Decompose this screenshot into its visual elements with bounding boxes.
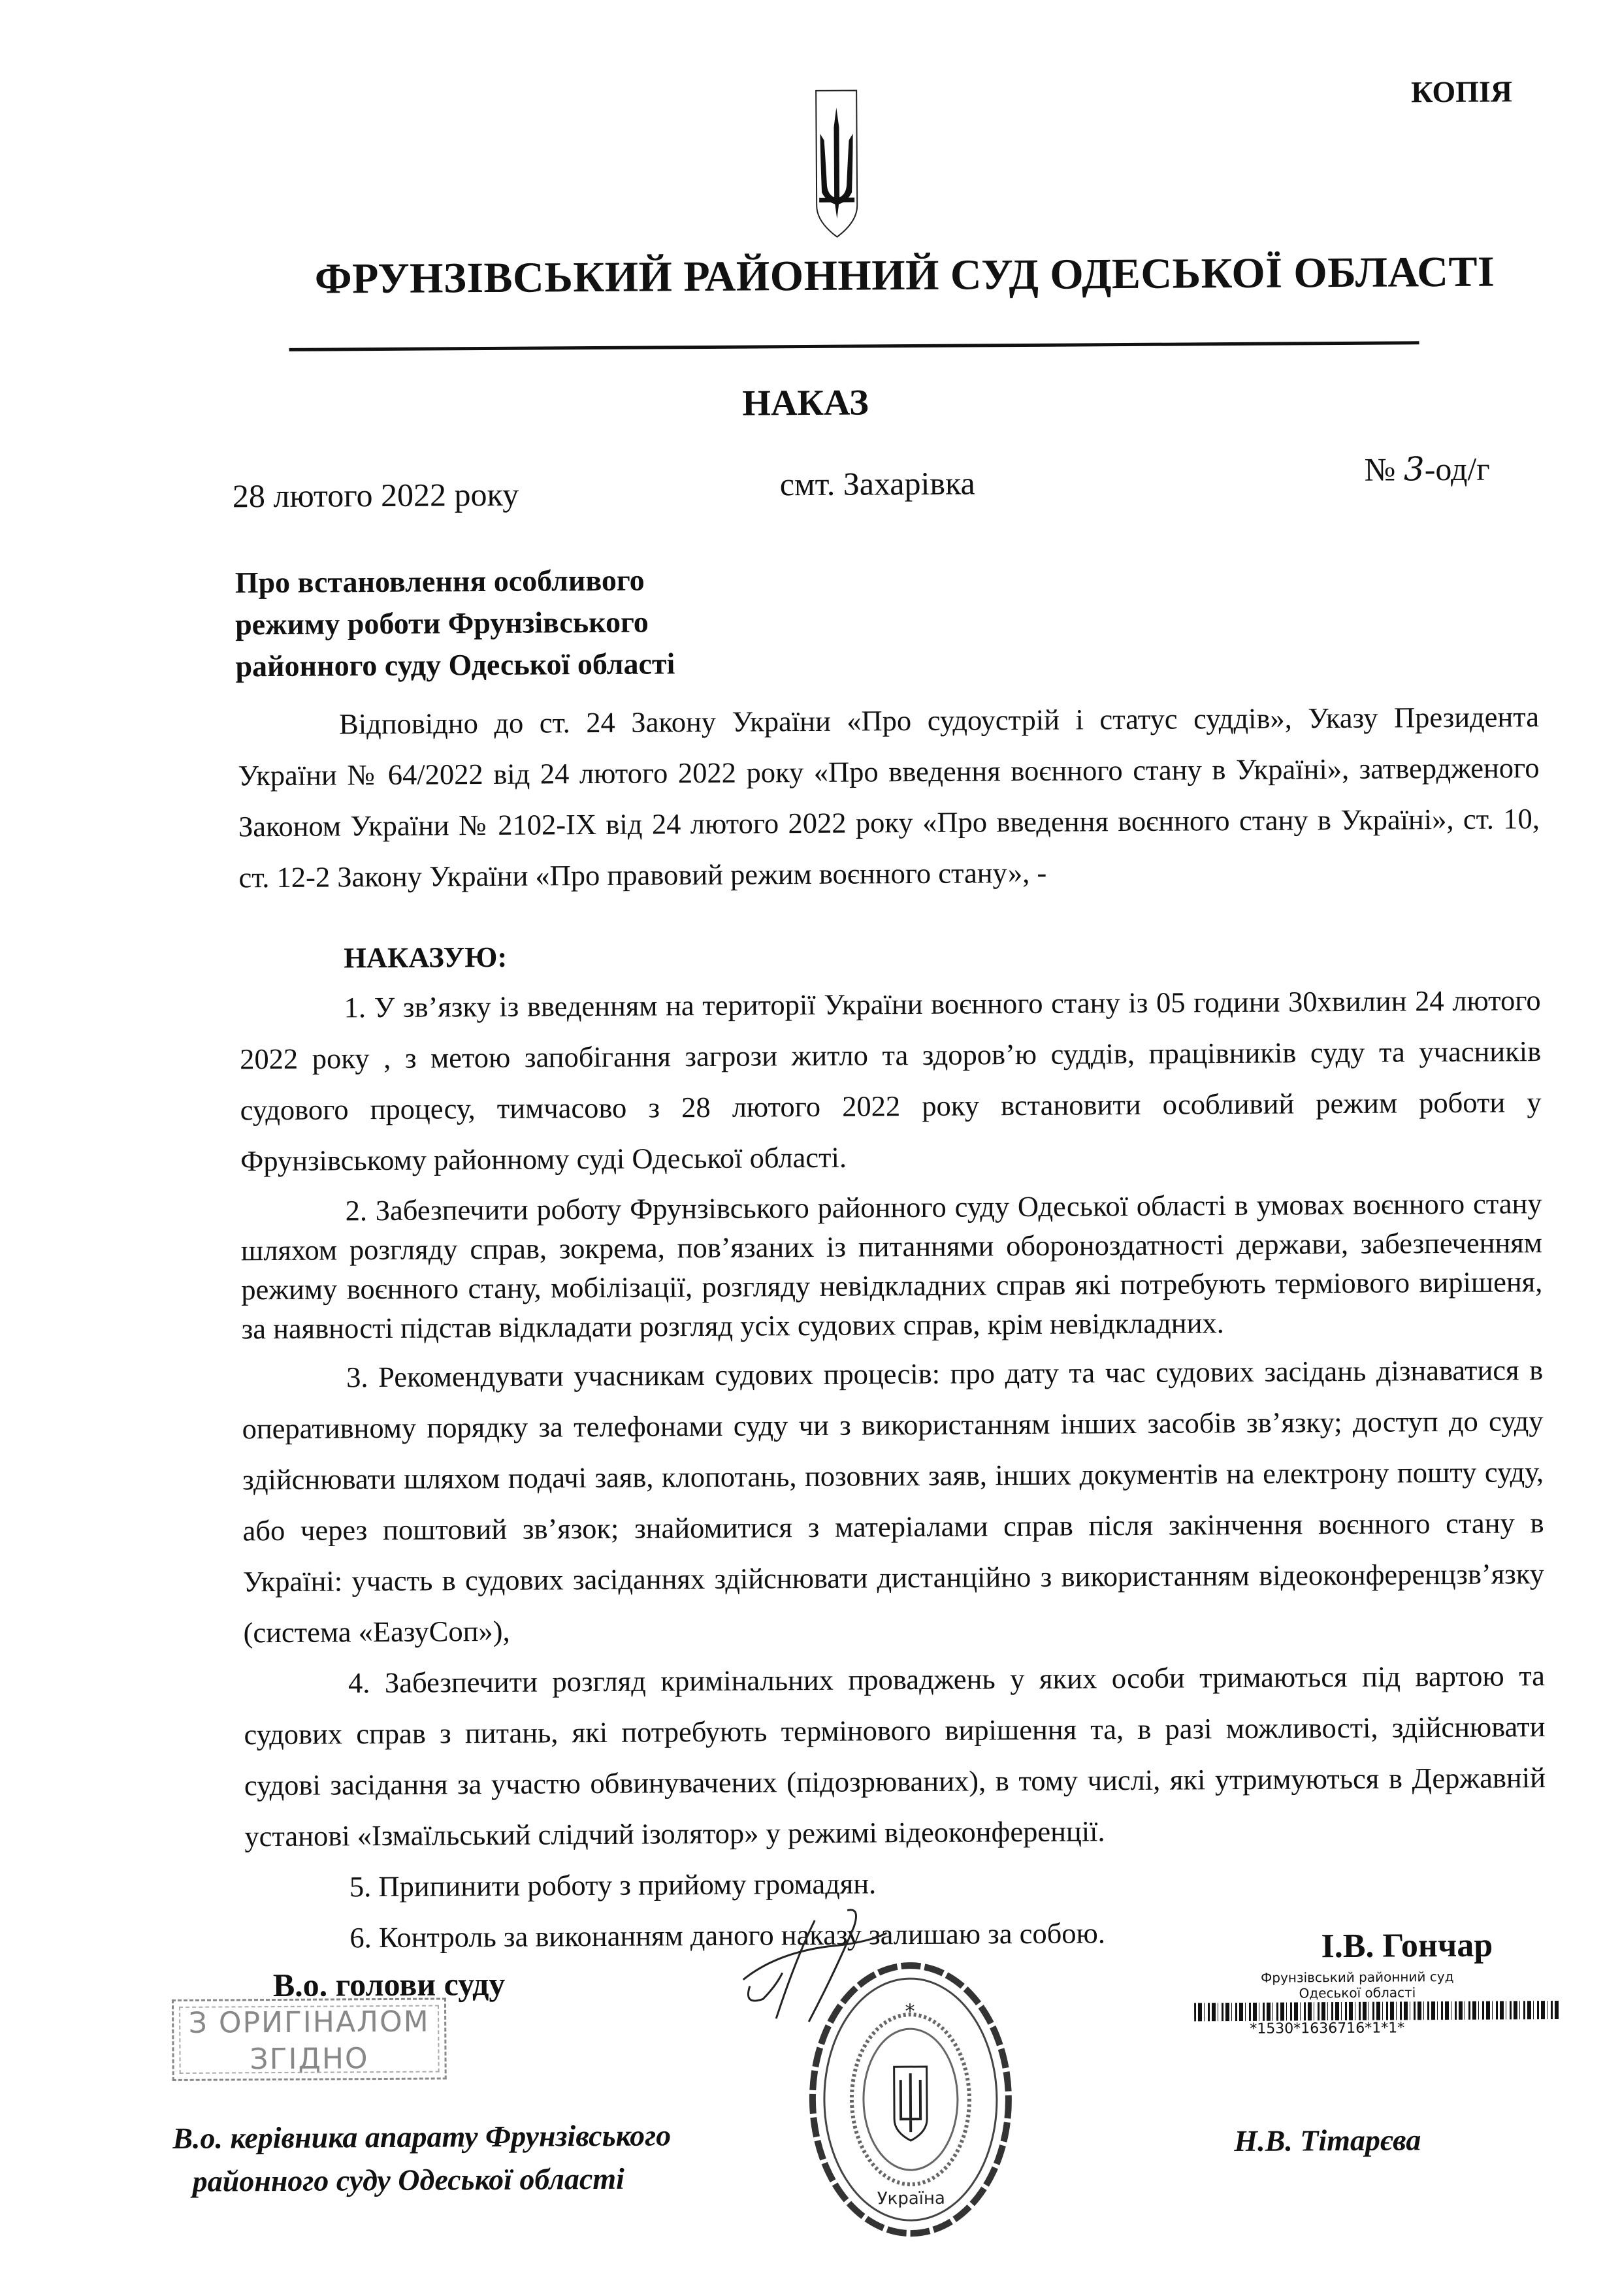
order-subject	[235, 559, 675, 687]
barcode-org-line: Одеської області	[1299, 1984, 1416, 2001]
order-item-5: 5. Припинити роботу з прийому громадян.	[349, 1867, 877, 1903]
apparatus-title-line: В.о. керівника апарату Фрунзівського	[172, 2118, 672, 2155]
order-number-prefix: №	[1364, 451, 1404, 488]
order-item-6: 6. Контроль за виконанням даного наказу залишаю за собою.	[349, 1916, 1106, 1954]
subject-line: режиму роботи Фрунзівського	[235, 605, 649, 641]
barcode-icon	[1194, 2001, 1560, 2021]
ukraine-trident-emblem-icon	[813, 88, 860, 238]
order-date: 28 лютого 2022 року	[232, 476, 519, 515]
order-item-4: 4. Забезпечити розгляд кримінальних проваджень у яких особи тримаються під вартою та судових справ з питань, які потребують термінового вирішення та, в разі можливості, здійснювати судові засідання за участю обвинувачених (підозрюваних), в тому числі, які утримуються в Державній установі «Ізмаїльський слідчий ізолятор» у режимі відеоконференції.	[244, 1659, 1546, 1853]
order-item-3: 3. Рекомендувати учасникам судових процесів: про дату та час судових засідань дізнаватися в оперативному порядку за телефонами суду чи з використанням інших засобів зв’язку; доступ до суду здійснювати шляхом подачі заяв, клопотань, позовних заяв, інших документів на електрону пошту суду, або через поштовий зв’язок; знайомитися з матеріалами справ після закінчення воєнного стану в Україні: участь в судових засіданнях здійснювати дистанційно з використанням відеоконференцзв’язку (система «ЕазуСоп»),	[242, 1353, 1545, 1649]
stamp-line: ЗГІДНО	[250, 2042, 369, 2077]
subject-line: районного суду Одеської області	[235, 647, 675, 683]
order-item-2: 2. Забезпечити роботу Фрунзівського районного суду Одеської області в умовах воєнного стану шляхом розгляду справ, зокрема, пов’язаних із питаннями обороноздатності держави, забезпеченням режиму воєнного стану, мобілізації, розгляду невідкладних справ які потребують терміового вирішеня, за наявності підстав відкладати розгляд усіх судових справ, крім невідкладних.	[240, 1187, 1543, 1346]
subject-line: Про встановлення особливого	[235, 563, 645, 600]
copy-mark: КОПІЯ	[1411, 74, 1513, 109]
order-body	[238, 691, 1547, 1964]
order-item-1: 1. У зв’язку із введенням на території України воєнного стану із 05 години 30хвилин 24 лютого 2022 року , з метою запобігання загрози житло та здоров’ю суддів, працівників суду та учасників судового процесу, тимчасово з 28 лютого 2022 року встановити особливий режим роботи у Фрунзівському районному суді Одеської області.	[240, 984, 1542, 1178]
svg-text:*: *	[905, 2000, 915, 2024]
court-name-heading: ФРУНЗІВСЬКИЙ РАЙОННИЙ СУД ОДЕСЬКОЇ ОБЛАСТІ	[314, 248, 1495, 303]
order-title: НАКАЗ	[742, 382, 869, 424]
apparatus-title-line: районного суду Одеської області	[192, 2161, 625, 2198]
order-number	[1365, 450, 1490, 489]
order-heading: НАКАЗУЮ:	[344, 940, 508, 975]
barcode-org-line: Фрунзівський районний суд	[1261, 1969, 1454, 1986]
court-seal-icon	[802, 1958, 1013, 2240]
head-title: В.о. голови суду	[272, 1965, 506, 2004]
certified-copy-stamp	[172, 1997, 447, 2081]
barcode-number: *1530*1636716*1*1*	[1250, 2020, 1405, 2037]
order-place: смт. Захарівка	[779, 464, 975, 503]
apparatus-head-title	[172, 2114, 672, 2203]
stamp-line: З ОРИГІНАЛОМ	[188, 2005, 430, 2040]
preamble-paragraph: Відповідно до ст. 24 Закону України «Про судоустрій і статус суддів», Указу Президента України № 64/2022 від 24 лютого 2022 року «Про введення воєнного стану в Україні», затвердженого Законом України № 2102-IX від 24 лютого 2022 року «Про введення воєнного стану в Україні», ст. 10, ст. 12-2 Закону України «Про правовий режим воєнного стану», -	[238, 700, 1540, 894]
registration-barcode	[1194, 1968, 1561, 2037]
head-name: І.В. Гончар	[1321, 1926, 1493, 1965]
apparatus-head-name: Н.В. Тітарєва	[1234, 2123, 1421, 2158]
order-number-suffix: -од/г	[1424, 450, 1490, 488]
seal-country: Україна	[877, 2188, 946, 2209]
order-number-handwritten: 3	[1403, 450, 1425, 489]
header-divider	[289, 341, 1419, 351]
